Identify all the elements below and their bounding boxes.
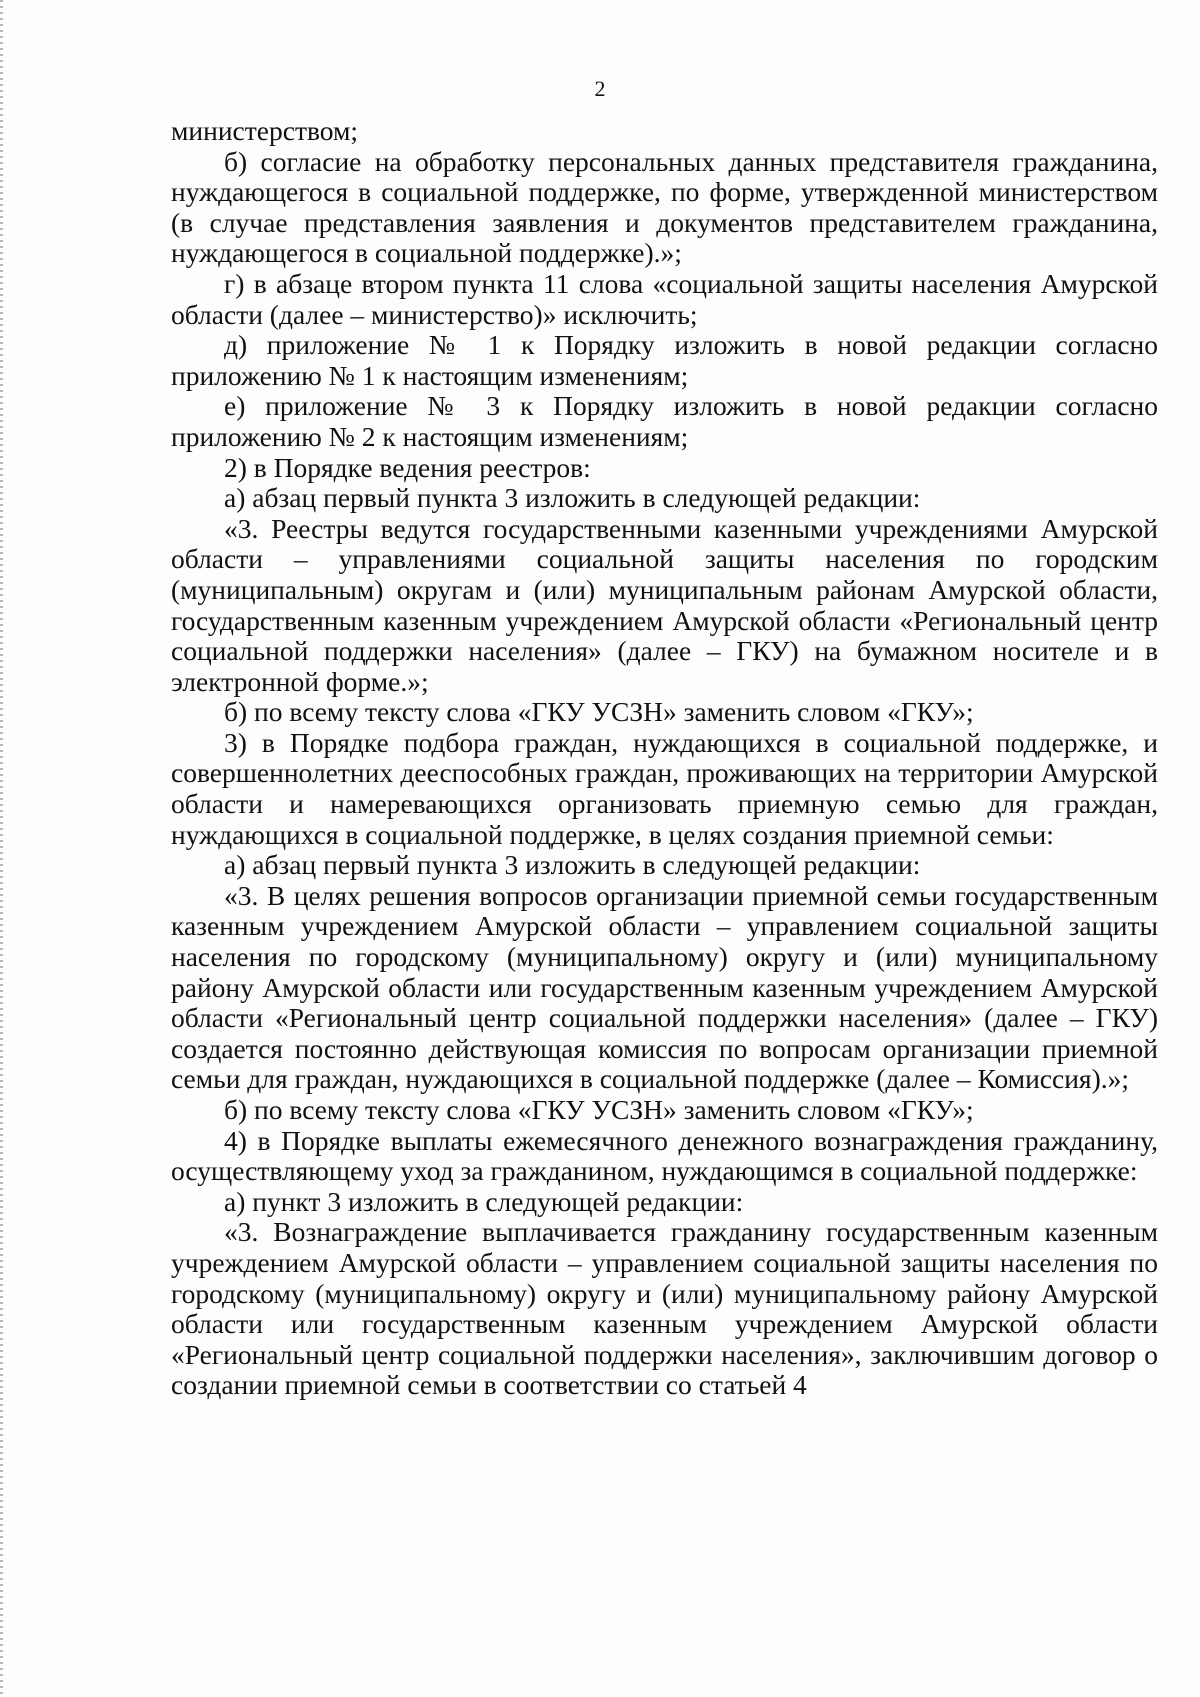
paragraph-section-3-b: б) по всему тексту слова «ГКУ УСЗН» заменить словом «ГКУ»;	[224, 1094, 974, 1125]
document-body	[171, 116, 1158, 1401]
paragraph-section-4: 4) в Порядке выплаты ежемесячного денежного вознаграждения гражданину, осуществляющему уход за гражданином, нуждающимся в социальной поддержке:	[171, 1124, 1158, 1187]
paragraph-section-2: 2) в Порядке ведения реестров:	[224, 451, 591, 483]
paragraph-section-2-b: б) по всему тексту слова «ГКУ УСЗН» заменить словом «ГКУ»;	[224, 696, 974, 728]
paragraph-section-3: 3) в Порядке подбора граждан, нуждающихся в социальной поддержке, и совершеннолетних дееспособных граждан, проживающих на территории Амурской области и намеревающихся организовать приемную семью для граждан, нуждающихся в социальной поддержке, в целях создания приемной семьи:	[171, 726, 1158, 850]
paragraph-item-d: д) приложение № 1 к Порядку изложить в новой редакции согласно приложению № 1 к настоящим изменениям;	[171, 329, 1158, 391]
page-number: 2	[594, 76, 606, 101]
paragraph-item-g: г) в абзаце втором пункта 11 слова «социальной защиты населения Амурской области (далее – министерство)» исключить;	[171, 267, 1158, 330]
paragraph-section-3-a: а) абзац первый пункта 3 изложить в следующей редакции:	[224, 849, 921, 881]
scan-edge-dots	[0, 0, 3, 1697]
paragraph-section-2-quote: «3. Реестры ведутся государственными казенными учреждениями Амурской области – управлениями социальной защиты населения по городским (муниципальным) округам и (или) муниципальным районам Амурской области, государственным казенным учреждением Амурской области «Региональный центр социальной поддержки населения» (далее – ГКУ) на бумажном носителе и в электронной форме.»;	[171, 512, 1158, 697]
paragraph-section-2-a: а) абзац первый пункта 3 изложить в следующей редакции:	[224, 482, 921, 514]
paragraph-item-e: е) приложение № 3 к Порядку изложить в новой редакции согласно приложению № 2 к настоящим изменениям;	[171, 390, 1158, 452]
paragraph-section-3-quote: «3. В целях решения вопросов организации приемной семьи государственным казенным учреждением Амурской области – управлением социальной защиты населения по городскому (муниципальному) округу и (или) муниципальному району Амурской области или государственным казенным учреждением Амурской области «Региональный центр социальной поддержки населения» (далее – ГКУ) создается постоянно действующая комиссия по вопросам организации приемной семьи для граждан, нуждающихся в социальной поддержке (далее – Комиссия).»;	[171, 879, 1158, 1095]
paragraph-section-4-quote: «3. Вознаграждение выплачивается гражданину государственным казенным учреждением Амурской области – управлением социальной защиты населения по городскому (муниципальному) округу и (или) муниципальному району Амурской области или государственным казенным учреждением Амурской области «Региональный центр социальной поддержки населения», заключившим договор о создании приемной семьи в соответствии со статьей 4	[171, 1216, 1158, 1401]
paragraph-continuation: министерством;	[171, 115, 359, 146]
paragraph-item-b-consent: б) согласие на обработку персональных данных представителя гражданина, нуждающегося в социальной поддержке, по форме, утвержденной министерством (в случае представления заявления и документов представителем гражданина, нуждающегося в социальной поддержке).»;	[171, 145, 1158, 269]
paragraph-section-4-a: а) пункт 3 изложить в следующей редакции:	[224, 1185, 744, 1217]
